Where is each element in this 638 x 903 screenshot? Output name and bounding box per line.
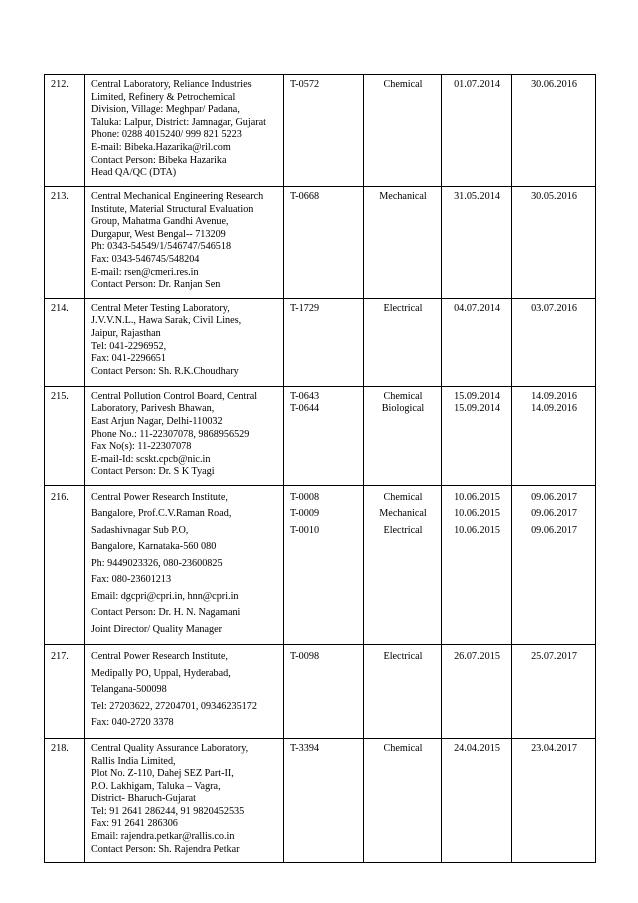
discipline-line: Chemical (383, 742, 423, 754)
serial-number-line: 212. (51, 79, 69, 90)
serial-number (45, 386, 85, 485)
valid-until-date (512, 386, 596, 485)
issue-date-line: 26.07.2015 (454, 651, 500, 663)
issue-date-line: 01.07.2014 (454, 79, 500, 90)
discipline-line: Electrical (383, 524, 423, 536)
discipline-line: Mechanical (379, 191, 427, 202)
laboratory-details-line: Phone: 0288 4015240/ 999 821 5223 (91, 129, 242, 141)
laboratory-details (85, 75, 284, 187)
discipline (364, 645, 442, 739)
discipline-line: Electrical (383, 651, 423, 663)
table-row (45, 386, 596, 485)
valid-until-date (512, 298, 596, 386)
valid-until-date (512, 645, 596, 739)
laboratory-details (85, 485, 284, 645)
certificate-number (284, 386, 364, 485)
discipline-line: Biological (381, 403, 425, 415)
discipline (364, 75, 442, 187)
table-row (45, 298, 596, 386)
laboratory-details-line: Telangana-500098 (91, 684, 167, 696)
discipline (364, 298, 442, 386)
discipline (364, 738, 442, 862)
serial-number-line: 214. (51, 302, 69, 314)
laboratory-table (44, 74, 596, 863)
laboratory-details-line: Head QA/QC (DTA) (91, 167, 177, 179)
laboratory-details-line: Contact Person: Dr. S K Tyagi (91, 466, 215, 478)
laboratory-details-line: Sadashivnagar Sub P.O, (91, 524, 189, 536)
laboratory-details-line: Institute, Material Structural Evaluation (91, 203, 254, 215)
laboratory-details-line: Fax: 080-23601213 (91, 574, 172, 586)
laboratory-details-line: Tel: 041-2296952, (91, 340, 167, 352)
laboratory-details-line: Central Power Research Institute, (91, 651, 228, 663)
serial-number-line: 216. (51, 491, 69, 503)
valid-until-date-line: 09.06.2017 (531, 524, 577, 536)
issue-date (442, 645, 512, 739)
laboratory-details (85, 298, 284, 386)
issue-date-line: 31.05.2014 (454, 191, 500, 202)
laboratory-details-line: Central Laboratory, Reliance Industries (91, 79, 252, 90)
serial-number-line: 215. (51, 390, 69, 402)
serial-number (45, 298, 85, 386)
valid-until-date-line: 30.05.2016 (531, 191, 577, 202)
certificate-number (284, 645, 364, 739)
valid-until-date-line: 09.06.2017 (531, 491, 577, 503)
valid-until-date (512, 485, 596, 645)
issue-date (442, 485, 512, 645)
laboratory-details-line: Laboratory, Parivesh Bhawan, (91, 403, 215, 415)
laboratory-details-line: Contact Person: Dr. H. N. Nagamani (91, 607, 241, 619)
laboratory-details-line: Fax: 041-2296651 (91, 353, 166, 365)
laboratory-details-line: Central Quality Assurance Laboratory, (91, 742, 249, 754)
laboratory-details-line: Ph: 9449023326, 080-23600825 (91, 557, 223, 569)
issue-date (442, 187, 512, 299)
certificate-number (284, 298, 364, 386)
issue-date-line: 15.09.2014 (454, 403, 500, 415)
laboratory-details-line: Jaipur, Rajasthan (91, 327, 161, 339)
laboratory-details (85, 386, 284, 485)
serial-number (45, 75, 85, 187)
valid-until-date-line: 30.06.2016 (531, 79, 577, 90)
laboratory-details (85, 738, 284, 862)
valid-until-date (512, 75, 596, 187)
certificate-number (284, 485, 364, 645)
serial-number-line: 218. (51, 742, 69, 754)
certificate-number (284, 75, 364, 187)
issue-date-line: 24.04.2015 (454, 742, 500, 754)
valid-until-date-line: 09.06.2017 (531, 508, 577, 520)
certificate-number-line: T-0009 (290, 508, 320, 520)
serial-number-line: 213. (51, 191, 69, 202)
laboratory-table-body (45, 75, 596, 863)
valid-until-date-line: 25.07.2017 (531, 651, 577, 663)
table-row (45, 187, 596, 299)
laboratory-details-line: Phone No.: 11-22307078, 9868956529 (91, 428, 250, 440)
certificate-number-line: T-1729 (290, 302, 320, 314)
serial-number-line: 217. (51, 651, 69, 663)
laboratory-details-line: E-mail: rsen@cmeri.res.in (91, 266, 199, 278)
discipline-line: Chemical (383, 491, 423, 503)
certificate-number-line: T-0572 (290, 79, 320, 90)
valid-until-date-line: 14.09.2016 (531, 403, 577, 415)
laboratory-details-line: Joint Director/ Quality Manager (91, 623, 222, 635)
certificate-number-line: T-0010 (290, 524, 320, 536)
issue-date-line: 04.07.2014 (454, 302, 500, 314)
issue-date-line: 15.09.2014 (454, 390, 500, 402)
valid-until-date-line: 03.07.2016 (531, 302, 577, 314)
serial-number (45, 738, 85, 862)
laboratory-details-line: Durgapur, West Bengal-- 713209 (91, 228, 226, 240)
issue-date-line: 10.06.2015 (454, 524, 500, 536)
valid-until-date-line: 23.04.2017 (531, 742, 577, 754)
laboratory-details-line: E-mail: Bibeka.Hazarika@ril.com (91, 141, 231, 153)
certificate-number-line: T-0644 (290, 403, 320, 415)
laboratory-details-line: Tel: 91 2641 286244, 91 9820452535 (91, 805, 245, 817)
certificate-number-line: T-0668 (290, 191, 320, 202)
table-row (45, 485, 596, 645)
certificate-number (284, 738, 364, 862)
laboratory-details-line: P.O. Lakhigam, Taluka – Vagra, (91, 780, 221, 792)
serial-number (45, 187, 85, 299)
discipline (364, 386, 442, 485)
laboratory-details-line: Plot No. Z-110, Dahej SEZ Part-II, (91, 768, 234, 780)
laboratory-details-line: Central Pollution Control Board, Central (91, 390, 258, 402)
laboratory-details-line: Limited, Refinery & Petrochemical (91, 91, 236, 103)
laboratory-details-line: East Arjun Nagar, Delhi-110032 (91, 415, 223, 427)
laboratory-details-line: J.V.V.N.L., Hawa Sarak, Civil Lines, (91, 315, 242, 327)
laboratory-details-line: Fax: 040-2720 3378 (91, 717, 174, 729)
laboratory-details-line: Group, Mahatma Gandhi Avenue, (91, 216, 229, 228)
discipline-line: Mechanical (379, 508, 427, 520)
laboratory-details-line: Tel: 27203622, 27204701, 09346235172 (91, 700, 257, 712)
certificate-number-line: T-0008 (290, 491, 320, 503)
certificate-number-line: T-3394 (290, 742, 320, 754)
laboratory-details-line: Taluka: Lalpur, District: Jamnagar, Gujarat (91, 116, 266, 128)
laboratory-details-line: Contact Person: Sh. R.K.Choudhary (91, 365, 239, 377)
laboratory-details-line: Contact Person: Sh. Rajendra Petkar (91, 843, 240, 855)
issue-date (442, 738, 512, 862)
issue-date (442, 386, 512, 485)
laboratory-details-line: Rallis India Limited, (91, 755, 176, 767)
laboratory-details-line: Email: rajendra.petkar@rallis.co.in (91, 831, 235, 843)
issue-date-line: 10.06.2015 (454, 508, 500, 520)
serial-number (45, 645, 85, 739)
laboratory-details-line: Ph: 0343-54549/1/546747/546518 (91, 241, 232, 253)
table-row (45, 645, 596, 739)
valid-until-date-line: 14.09.2016 (531, 390, 577, 402)
certificate-number-line: T-0098 (290, 651, 320, 663)
laboratory-details-line: Contact Person: Dr. Ranjan Sen (91, 279, 221, 291)
serial-number (45, 485, 85, 645)
issue-date-line: 10.06.2015 (454, 491, 500, 503)
discipline (364, 485, 442, 645)
discipline-line: Electrical (383, 302, 423, 314)
laboratory-details-line: Contact Person: Bibeka Hazarika (91, 154, 227, 166)
discipline-line: Chemical (383, 79, 423, 90)
laboratory-details-line: Central Meter Testing Laboratory, (91, 302, 230, 314)
laboratory-details-line: Email: dgcpri@cpri.in, hnn@cpri.in (91, 590, 239, 602)
laboratory-details-line: Medipally PO, Uppal, Hyderabad, (91, 667, 231, 679)
laboratory-details-line: Fax: 91 2641 286306 (91, 818, 178, 830)
valid-until-date (512, 738, 596, 862)
certificate-number-line: T-0643 (290, 390, 320, 402)
certificate-number (284, 187, 364, 299)
laboratory-details (85, 645, 284, 739)
laboratory-details-line: E-mail-Id: scskt.cpcb@nic.in (91, 453, 211, 465)
table-row (45, 738, 596, 862)
laboratory-details-line: Fax: 0343-546745/548204 (91, 253, 200, 265)
laboratory-details-line: Central Power Research Institute, (91, 491, 228, 503)
discipline (364, 187, 442, 299)
discipline-line: Chemical (383, 390, 423, 402)
laboratory-details-line: Division, Village: Meghpar/ Padana, (91, 104, 240, 116)
laboratory-details (85, 187, 284, 299)
laboratory-details-line: Central Mechanical Engineering Research (91, 191, 264, 202)
laboratory-details-line: District- Bharuch-Gujarat (91, 793, 196, 805)
table-row (45, 75, 596, 187)
laboratory-details-line: Bangalore, Prof.C.V.Raman Road, (91, 508, 232, 520)
laboratory-details-line: Bangalore, Karnataka-560 080 (91, 541, 217, 553)
issue-date (442, 298, 512, 386)
valid-until-date (512, 187, 596, 299)
laboratory-details-line: Fax No(s): 11-22307078 (91, 441, 192, 453)
issue-date (442, 75, 512, 187)
